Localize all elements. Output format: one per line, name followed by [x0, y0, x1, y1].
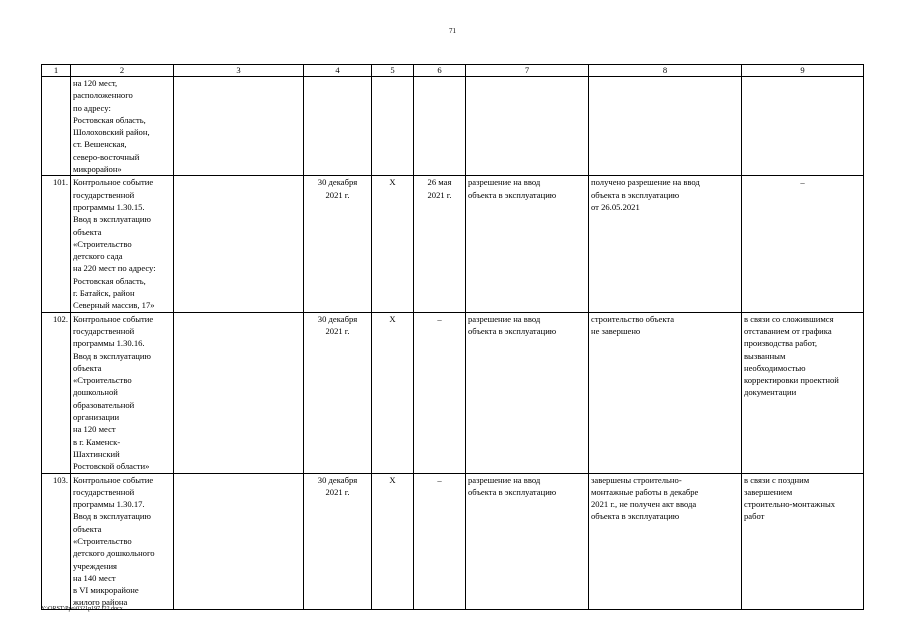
cell-col3	[174, 312, 304, 473]
header-col-7: 7	[466, 65, 589, 77]
cell-reason	[742, 77, 864, 176]
cell-col5: Х	[372, 176, 414, 312]
cell-status: получено разрешение на ввод объекта в эксплуатацию от 26.05.2021	[589, 176, 742, 312]
cell-description: Контрольное событие государственной программы 1.30.16. Ввод в эксплуатацию объекта «Строительство дошкольной образовательной организации на 120 мест в г. Каменск- Шахтинский Ростовской области»	[71, 312, 174, 473]
table-row	[42, 473, 864, 609]
cell-col3	[174, 176, 304, 312]
header-col-2: 2	[71, 65, 174, 77]
table-row-continuation	[42, 77, 864, 176]
cell-actual-date: –	[414, 473, 466, 609]
cell-col5: Х	[372, 473, 414, 609]
cell-col5	[372, 77, 414, 176]
header-col-6: 6	[414, 65, 466, 77]
cell-reason: в связи с поздним завершением строительно-монтажных работ	[742, 473, 864, 609]
cell-due-date: 30 декабря 2021 г.	[304, 473, 372, 609]
header-col-1: 1	[42, 65, 71, 77]
cell-status	[589, 77, 742, 176]
cell-col5: Х	[372, 312, 414, 473]
cell-result: разрешение на ввод объекта в эксплуатацию	[466, 176, 589, 312]
page-number: 71	[449, 27, 456, 35]
cell-reason: в связи со сложившимся отставанием от графика производства работ, вызванным необходимостью корректировки проектной документации	[742, 312, 864, 473]
header-col-9: 9	[742, 65, 864, 77]
header-row	[42, 65, 864, 77]
cell-num: 103.	[42, 473, 71, 609]
header-col-3: 3	[174, 65, 304, 77]
cell-actual-date: 26 мая 2021 г.	[414, 176, 466, 312]
header-col-5: 5	[372, 65, 414, 77]
cell-actual-date: –	[414, 312, 466, 473]
cell-description: Контрольное событие государственной программы 1.30.17. Ввод в эксплуатацию объекта «Строительство детского дошкольного учреждения на 140 мест в VI микрорайоне жилого района	[71, 473, 174, 609]
cell-num: 101.	[42, 176, 71, 312]
table-row	[42, 312, 864, 473]
footer-file-path: Y:\ORST\Ppo\0321p197.f22.docx	[41, 606, 123, 612]
cell-col3	[174, 77, 304, 176]
cell-status: завершены строительно- монтажные работы в декабре 2021 г., не получен акт ввода объекта в эксплуатацию	[589, 473, 742, 609]
cell-description: на 120 мест, расположенного по адресу: Ростовская область, Шолоховский район, ст. Вешенская, северо-восточный микрорайон»	[71, 77, 174, 176]
report-table	[41, 64, 864, 610]
cell-description: Контрольное событие государственной программы 1.30.15. Ввод в эксплуатацию объекта «Строительство детского сада на 220 мест по адресу: Ростовская область, г. Батайск, район Северный массив, 17»	[71, 176, 174, 312]
cell-due-date: 30 декабря 2021 г.	[304, 176, 372, 312]
cell-due-date: 30 декабря 2021 г.	[304, 312, 372, 473]
cell-due-date	[304, 77, 372, 176]
cell-col3	[174, 473, 304, 609]
cell-result	[466, 77, 589, 176]
header-col-8: 8	[589, 65, 742, 77]
cell-result: разрешение на ввод объекта в эксплуатацию	[466, 312, 589, 473]
header-col-4: 4	[304, 65, 372, 77]
cell-reason: –	[742, 176, 864, 312]
cell-num: 102.	[42, 312, 71, 473]
table-row	[42, 176, 864, 312]
cell-actual-date	[414, 77, 466, 176]
cell-status: строительство объекта не завершено	[589, 312, 742, 473]
cell-num	[42, 77, 71, 176]
cell-result: разрешение на ввод объекта в эксплуатацию	[466, 473, 589, 609]
